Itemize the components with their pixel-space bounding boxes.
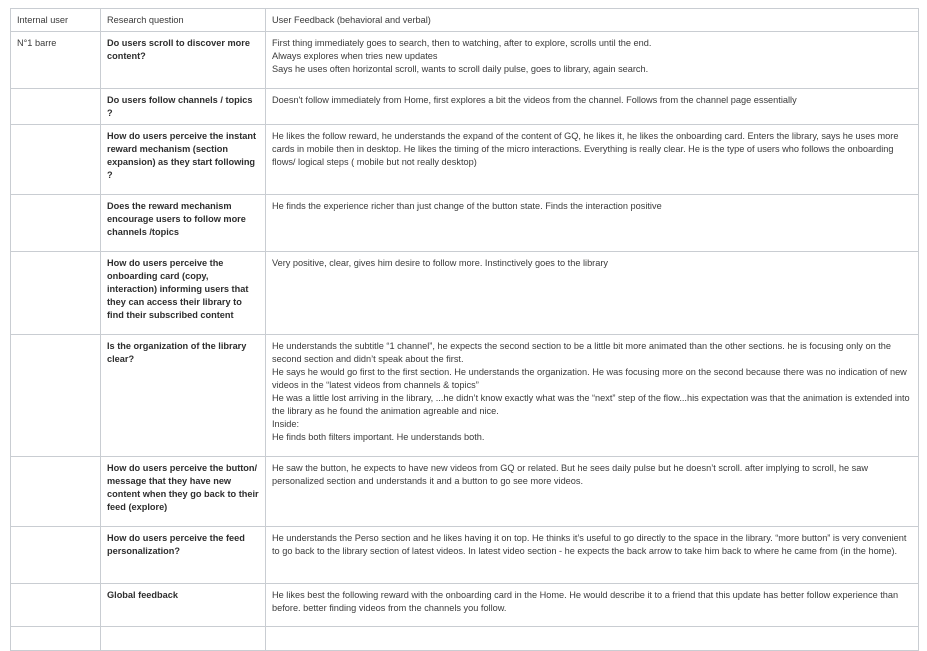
cell-research-question: Do users follow channels / topics ?	[101, 89, 266, 125]
cell-internal-user	[11, 195, 101, 252]
table-row	[11, 627, 919, 651]
cell-research-question: How do users perceive the onboarding card (copy, interaction) informing users that they can access their library to find their subscribed content	[101, 252, 266, 335]
feedback-line: He says he would go first to the first section. He understands the organization. He was focusing more on the second because there was no indication of new videos in the “latest videos from channels & topics”	[272, 367, 907, 390]
table-header-row	[11, 9, 919, 32]
cell-user-feedback	[266, 457, 919, 527]
feedback-line: He finds the experience richer than just change of the button state. Finds the interaction positive	[272, 201, 662, 211]
table-row	[11, 335, 919, 457]
cell-internal-user	[11, 627, 101, 651]
cell-research-question: Is the organization of the library clear?	[101, 335, 266, 457]
table-row	[11, 527, 919, 584]
cell-internal-user	[11, 527, 101, 584]
feedback-line: Inside:	[272, 419, 300, 429]
cell-user-feedback	[266, 527, 919, 584]
cell-internal-user	[11, 584, 101, 627]
cell-internal-user	[11, 335, 101, 457]
cell-user-feedback	[266, 252, 919, 335]
cell-research-question: How do users perceive the instant reward mechanism (section expansion) as they start following ?	[101, 125, 266, 195]
cell-research-question: How do users perceive the button/ message that they have new content when they go back to their feed (explore)	[101, 457, 266, 527]
header-research-question: Research question	[101, 9, 266, 32]
cell-user-feedback	[266, 195, 919, 252]
table-row	[11, 89, 919, 125]
cell-user-feedback	[266, 125, 919, 195]
feedback-line: Very positive, clear, gives him desire to follow more. Instinctively goes to the library	[272, 258, 608, 268]
cell-research-question: How do users perceive the feed personalization?	[101, 527, 266, 584]
cell-research-question: Global feedback	[101, 584, 266, 627]
cell-research-question: Does the reward mechanism encourage users to follow more channels /topics	[101, 195, 266, 252]
cell-user-feedback	[266, 627, 919, 651]
feedback-line: Always explores when tries new updates	[272, 51, 438, 61]
header-internal-user: Internal user	[11, 9, 101, 32]
cell-internal-user	[11, 252, 101, 335]
cell-user-feedback	[266, 335, 919, 457]
cell-internal-user	[11, 125, 101, 195]
cell-user-feedback	[266, 584, 919, 627]
table-row	[11, 195, 919, 252]
feedback-line: First thing immediately goes to search, then to watching, after to explore, scrolls until the end.	[272, 38, 652, 48]
header-user-feedback: User Feedback (behavioral and verbal)	[266, 9, 919, 32]
table-row	[11, 252, 919, 335]
feedback-line: He likes best the following reward with the onboarding card in the Home. He would describe it to a friend that this update has better follow experience than before. better finding videos from the channels you follow.	[272, 590, 899, 613]
feedback-line: He finds both filters important. He understands both.	[272, 432, 485, 442]
feedback-line: He likes the follow reward, he understands the expand of the content of GQ, he likes it, he likes the onboarding card. Enters the library, says he uses more cards in mobile then in desktop. He likes the timing of the micro interactions. Everything is really clear. He is the type of users who follows the onboarding flows/ logical steps ( mobile but not really desktop)	[272, 131, 899, 167]
research-table-container	[10, 8, 918, 651]
table-row	[11, 457, 919, 527]
feedback-line: Doesn't follow immediately from Home, first explores a bit the videos from the channel. Follows from the channel page essentially	[272, 95, 797, 105]
table-body	[11, 32, 919, 651]
feedback-line: He understands the subtitle “1 channel”, he expects the second section to be a little bit more animated than the other sections. he is focusing only on the second section and didn’t speak about the first.	[272, 341, 891, 364]
table-row	[11, 125, 919, 195]
feedback-line: Says he uses often horizontal scroll, wants to scroll daily pulse, goes to library, again search.	[272, 64, 649, 74]
cell-internal-user: N°1 barre	[11, 32, 101, 89]
cell-user-feedback	[266, 32, 919, 89]
cell-research-question: Do users scroll to discover more content?	[101, 32, 266, 89]
table-row	[11, 32, 919, 89]
research-table	[10, 8, 919, 651]
table-row	[11, 584, 919, 627]
cell-research-question	[101, 627, 266, 651]
cell-user-feedback	[266, 89, 919, 125]
cell-internal-user	[11, 89, 101, 125]
cell-internal-user	[11, 457, 101, 527]
feedback-line: He understands the Perso section and he likes having it on top. He thinks it’s useful to go directly to the space in the library. “more button” is very convenient to go back to the library section of latest videos. In latest video section - he expects the back arrow to take him back to where he came from (in the home).	[272, 533, 907, 556]
feedback-line: He saw the button, he expects to have new videos from GQ or related. But he sees daily pulse but he doesn’t scroll. after implying to scroll, he saw personalized section and understands it and a button to go see more videos.	[272, 463, 868, 486]
feedback-line: He was a little lost arriving in the library, ...he didn’t know exactly what was the “next” step of the flow...his expectation was that the animation is extended into the library as he found the animation agreable and nice.	[272, 393, 910, 416]
